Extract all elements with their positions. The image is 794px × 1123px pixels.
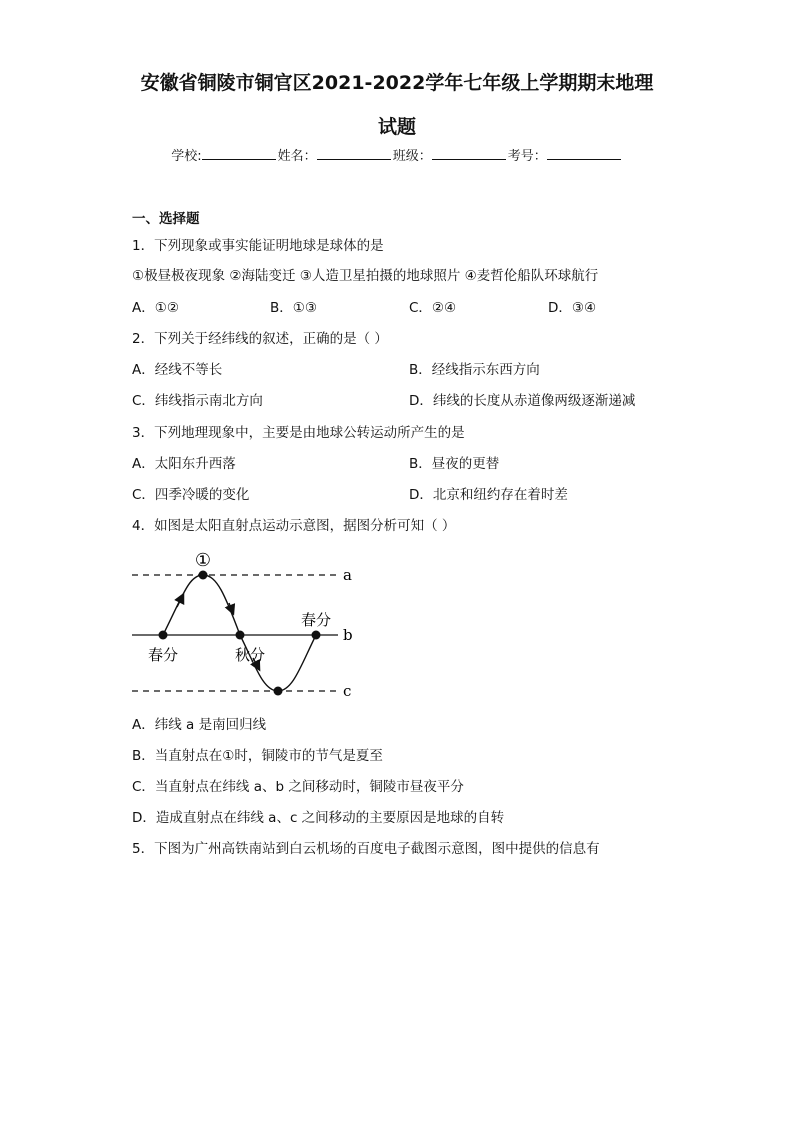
q1-option-d[interactable]: D．③④ xyxy=(548,300,597,316)
question-2-stem: 2．下列关于经纬线的叙述，正确的是（ ） xyxy=(132,331,388,347)
class-label: 班级： xyxy=(392,149,432,164)
student-info xyxy=(0,145,794,164)
q3-option-d[interactable]: D．北京和纽约存在着时差 xyxy=(409,487,568,503)
number-field[interactable] xyxy=(547,146,621,160)
class-field[interactable] xyxy=(432,146,506,160)
label-autumn: 秋分 xyxy=(234,646,266,664)
name-label: 姓名： xyxy=(277,149,317,164)
question-3-stem: 3．下列地理现象中，主要是由地球公转运动所产生的是 xyxy=(132,425,465,441)
q4-option-b[interactable]: B．当直射点在①时，铜陵市的节气是夏至 xyxy=(132,748,383,764)
label-spring-left: 春分 xyxy=(147,646,179,664)
sun-direct-point-diagram xyxy=(125,545,365,705)
question-1-items: ①极昼极夜现象 ②海陆变迁 ③人造卫星拍摄的地球照片 ④麦哲伦船队环球航行 xyxy=(132,268,599,284)
q1-option-a[interactable]: A．①② xyxy=(132,300,179,316)
q3-option-a[interactable]: A．太阳东升西落 xyxy=(132,456,236,472)
question-5-stem: 5．下图为广州高铁南站到白云机场的百度电子截图示意图，图中提供的信息有 xyxy=(132,841,600,857)
q4-option-d[interactable]: D．造成直射点在纬线 a、c 之间移动的主要原因是地球的自转 xyxy=(132,810,505,826)
point-spring-right xyxy=(312,631,321,640)
school-label: 学校: xyxy=(171,149,202,164)
q1-option-c[interactable]: C．②④ xyxy=(409,300,457,316)
q3-option-c[interactable]: C．四季冷暖的变化 xyxy=(132,487,250,503)
point-1 xyxy=(199,571,208,580)
q4-option-a[interactable]: A．纬线 a 是南回归线 xyxy=(132,717,267,733)
q1-option-b[interactable]: B．①③ xyxy=(270,300,317,316)
label-spring-right: 春分 xyxy=(300,611,332,629)
label-point-1: ① xyxy=(194,550,212,571)
school-field[interactable] xyxy=(202,146,276,160)
section-heading: 一、选择题 xyxy=(132,211,200,227)
label-a: a xyxy=(343,566,352,584)
label-b: b xyxy=(343,626,353,644)
q2-option-a[interactable]: A．经线不等长 xyxy=(132,362,223,378)
arrow-up-icon xyxy=(177,595,183,607)
point-autumn xyxy=(236,631,245,640)
question-1-stem: 1．下列现象或事实能证明地球是球体的是 xyxy=(132,238,384,254)
page-title: 安徽省铜陵市铜官区2021-2022学年七年级上学期期末地理 xyxy=(140,72,654,94)
question-4-stem: 4．如图是太阳直射点运动示意图，据图分析可知（ ） xyxy=(132,518,456,534)
page-title-continued: 试题 xyxy=(377,116,416,138)
q3-option-b[interactable]: B．昼夜的更替 xyxy=(409,456,500,472)
q2-option-b[interactable]: B．经线指示东西方向 xyxy=(409,362,540,378)
q2-option-c[interactable]: C．纬线指示南北方向 xyxy=(132,393,263,409)
point-spring-left xyxy=(159,631,168,640)
number-label: 考号： xyxy=(507,149,547,164)
label-c: c xyxy=(343,682,352,700)
name-field[interactable] xyxy=(317,146,391,160)
q2-option-d[interactable]: D．纬线的长度从赤道像两级逐渐递减 xyxy=(409,393,636,409)
q4-option-c[interactable]: C．当直射点在纬线 a、b 之间移动时，铜陵市昼夜平分 xyxy=(132,779,464,795)
point-bottom xyxy=(274,687,283,696)
